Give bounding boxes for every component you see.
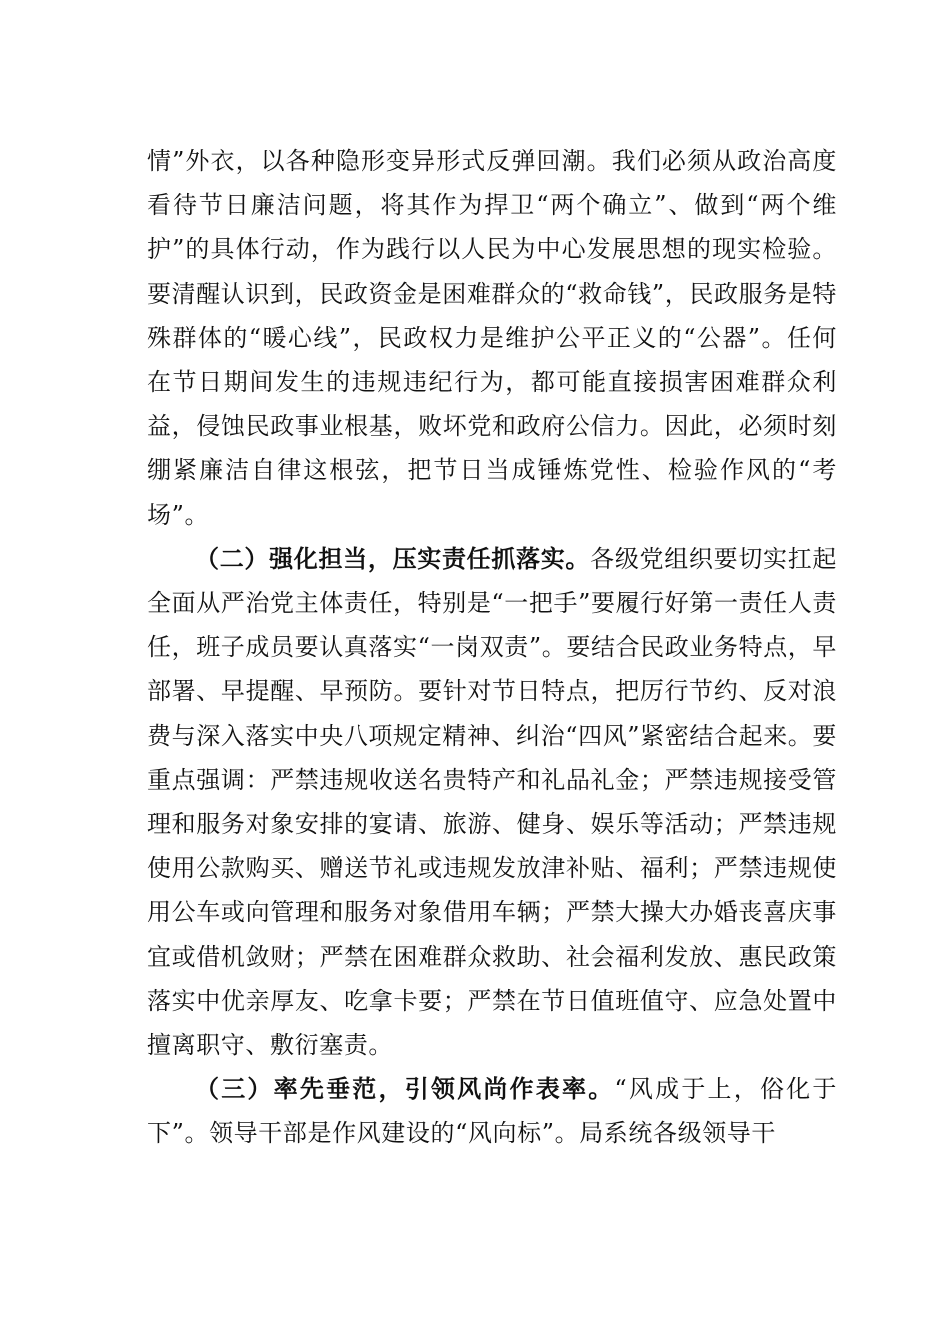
paragraph-2-body: 各级党组织要切实扛起全面从严治党主体责任，特别是“一把手”要履行好第一责任人责任，班子成员要认真落实“一岗双责”。要结合民政业务特点，早部署、早提醒、早预防。要针对节日特点，把厉行节约、反对浪费与深入落实中央八项规定精神、纠治“四风”紧密结合起来。要重点强调：严禁违规收送名贵特产和礼品礼金；严禁违规接受管理和服务对象安排的宴请、旅游、健身、娱乐等活动；严禁违规使用公款购买、赠送节礼或违规发放津补贴、福利；严禁违规使用公车或向管理和服务对象借用车辆；严禁大操大办婚丧喜庆事宜或借机敛财；严禁在困难群众救助、社会福利发放、惠民政策落实中优亲厚友、吃拿卡要；严禁在节日值班值守、应急处置中擅离职守、敷衍塞责。 (147, 544, 838, 1060)
document-body (147, 139, 837, 1156)
paragraph-3-body: “风成于上，俗化于下”。领导干部是作风建设的“风向标”。局系统各级领导干 (147, 1075, 837, 1148)
paragraph-1 (147, 139, 837, 537)
paragraph-2 (147, 537, 837, 1067)
paragraph-1-body: 情”外衣，以各种隐形变异形式反弹回潮。我们必须从政治高度看待节日廉洁问题，将其作为捍卫“两个确立”、做到“两个维护”的具体行动，作为践行以人民为中心发展思想的现实检验。要清醒认识到，民政资金是困难群众的“救命钱”，民政服务是特殊群体的“暖心线”，民政权力是维护公平正义的“公器”。任何在节日期间发生的违规违纪行为，都可能直接损害困难群众利益，侵蚀民政事业根基，败坏党和政府公信力。因此，必须时刻绷紧廉洁自律这根弦，把节日当成锤炼党性、检验作风的“考场”。 (147, 147, 837, 529)
paragraph-2-heading: （二）强化担当，压实责任抓落实。 (195, 543, 591, 573)
paragraph-3-heading: （三）率先垂范，引领风尚作表率。 (195, 1074, 615, 1104)
paragraph-3 (147, 1067, 837, 1155)
